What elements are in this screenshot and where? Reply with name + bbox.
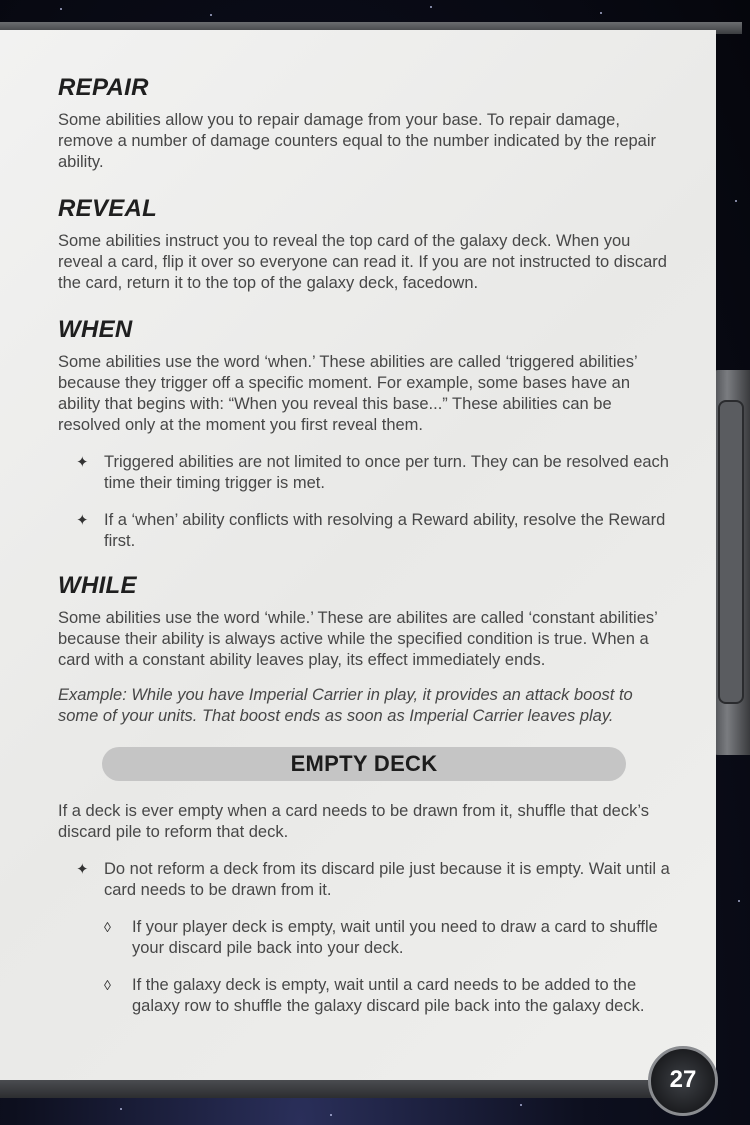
bottom-frame	[0, 1080, 705, 1098]
heading-repair: REPAIR	[58, 74, 149, 101]
empty-deck-text: If a deck is ever empty when a card needs to be drawn from it, shuffle that deck’s discard pile to reform that deck.	[58, 802, 649, 841]
diamond-bullet-icon: ◊	[104, 977, 111, 993]
repair-text: Some abilities allow you to repair damage from your base. To repair damage, remove a number of damage counters equal to the number indicated by the repair ability.	[58, 111, 657, 171]
when-bullet-1: ✦ Triggered abilities are not limited to once per turn. They can be resolved each time their timing trigger is met.	[76, 453, 669, 492]
empty-deck-subbullet-1: ◊ If your player deck is empty, wait until you need to draw a card to shuffle your discard pile back into your deck.	[104, 918, 658, 957]
reveal-text: Some abilities instruct you to reveal the top card of the galaxy deck. When you reveal a card, flip it over so everyone can read it. If you are not instructed to discard the card, return it to the top of the galaxy deck, facedown.	[58, 232, 667, 292]
empty-deck-subbullet-2: ◊ If the galaxy deck is empty, wait until a card needs to be added to the galaxy row to shuffle the galaxy discard pile back into the galaxy deck.	[104, 976, 645, 1015]
empty-deck-bullet: ✦ Do not reform a deck from its discard pile just because it is empty. Wait until a card needs to be drawn from it.	[76, 860, 670, 899]
heading-when: WHEN	[58, 316, 133, 343]
star-bullet-icon: ✦	[76, 861, 89, 878]
diamond-bullet-icon: ◊	[104, 919, 111, 935]
rulebook-page	[0, 30, 716, 1082]
banner-title: EMPTY DECK	[290, 751, 438, 776]
star-bullet-icon: ✦	[76, 454, 89, 471]
while-example: Example: While you have Imperial Carrier in play, it provides an attack boost to some of your units. That boost ends as soon as Imperial Carrier leaves play.	[58, 686, 633, 725]
star-bullet-icon: ✦	[76, 512, 89, 529]
page-number-badge	[648, 1046, 718, 1116]
page-number: 27	[669, 1066, 697, 1093]
heading-while: WHILE	[58, 572, 137, 599]
when-text: Some abilities use the word ‘when.’ These abilities are called ‘triggered abilities’ because they trigger off a specific moment. For example, some bases have an ability that begins with: “When you reveal this base...” These abilities can be resolved only at the moment you first reveal them.	[58, 353, 638, 434]
while-text: Some abilities use the word ‘while.’ These are abilites are called ‘constant abilities’ because their ability is always active while the specified condition is true. When a card with a constant ability leaves play, its effect immediately ends.	[58, 609, 658, 669]
side-rail-slot	[718, 400, 744, 704]
section-banner	[102, 747, 626, 781]
heading-reveal: REVEAL	[58, 195, 158, 222]
page-content	[58, 74, 670, 1017]
when-bullet-2: ✦ If a ‘when’ ability conflicts with resolving a Reward ability, resolve the Reward first.	[76, 511, 666, 550]
